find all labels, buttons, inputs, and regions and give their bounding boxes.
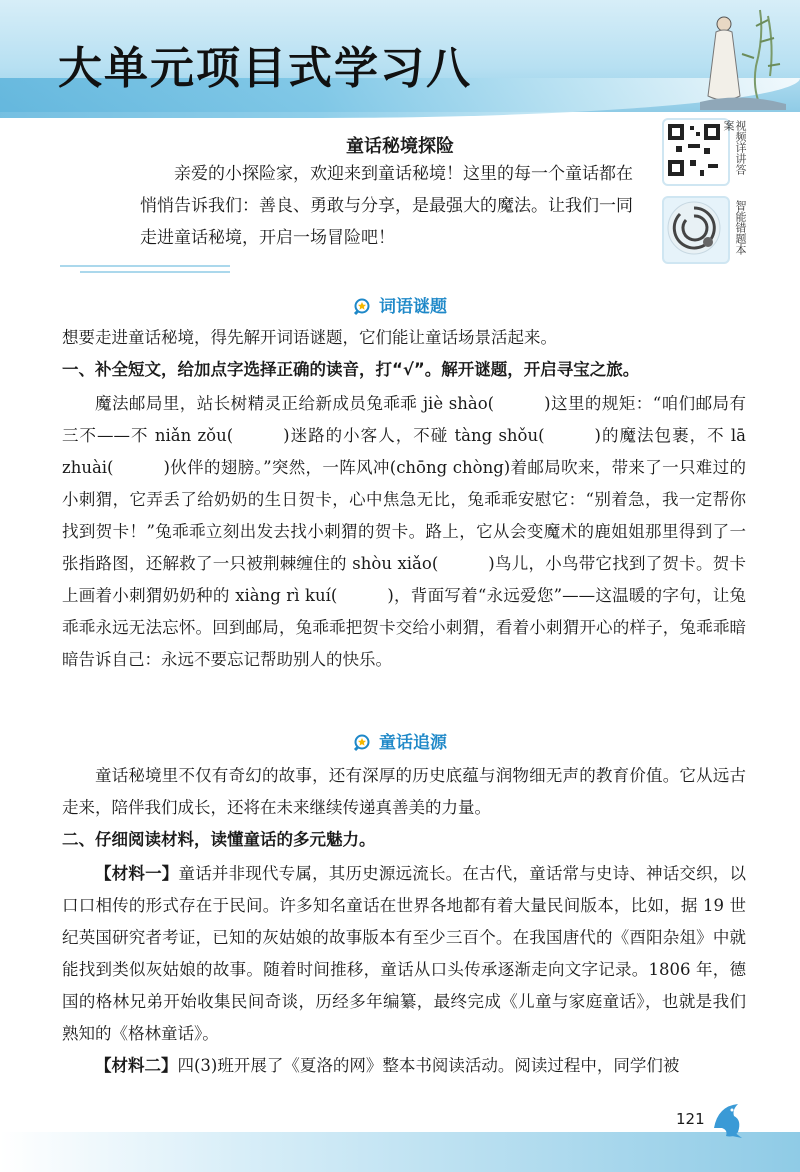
question-2: 二、仔细阅读材料，读懂童话的多元魅力。 xyxy=(62,830,376,849)
magnifier-icon xyxy=(353,297,375,317)
intro-title: 童话秘境探险 xyxy=(346,136,454,157)
material-2-text: 四(3)班开展了《夏洛的网》整本书阅读活动。阅读过程中，同学们被 xyxy=(177,1056,680,1075)
section1-lead: 想要走进童话秘境，得先解开词语谜题，它们能让童话场景活起来。 xyxy=(62,328,557,347)
dolphin-icon xyxy=(708,1098,748,1140)
qr-label-errors: 智能错题本 xyxy=(734,200,747,255)
passage-segment: )伙伴的翅膀。”突然，一阵风冲(chōng chòng)着邮局吹来，带来了一只难过的小刺猬，它弄丢了给奶奶的生日贺卡，心中焦急无比，兔乖乖安慰它：“别着急，我一定帮你找到贺卡！”兔乖乖立刻出发去找小刺猬的贺卡。路上，它从会变魔术的鹿姐姐那里得到了一张指路图，还解救了一只被荆棘缠住的 shòu xiǎo( xyxy=(62,458,746,573)
section2-heading xyxy=(0,728,800,753)
material-2-tag: 【材料二】 xyxy=(95,1056,178,1075)
qr-label-video: 视频详讲答案 xyxy=(722,120,747,175)
unit-title: 大单元项目式学习八 xyxy=(58,43,472,94)
passage-segment: )，背面写着“永远爱您”——这温暖的字句，让兔乖乖永远无法忘怀。回到邮局，兔乖乖把贺卡交给小刺猬，看着小刺猬开心的样子，兔乖乖暗暗告诉自己：永远不要忘记帮助别人的快乐。 xyxy=(62,586,746,669)
swirl-logo-icon xyxy=(664,198,724,258)
intro-text: 亲爱的小探险家，欢迎来到童话秘境！这里的每一个童话都在悄悄告诉我们：善良、勇敢与分享，是最强大的魔法。让我们一同走进童话秘境，开启一场冒险吧！ xyxy=(140,164,633,248)
qr-code-errors[interactable] xyxy=(662,196,730,264)
material-2 xyxy=(62,1050,746,1082)
material-1-tag: 【材料一】 xyxy=(95,864,179,883)
scholar-illustration xyxy=(690,6,790,110)
question-1: 一、补全短文，给加点字选择正确的读音，打“√”。解开谜题，开启寻宝之旅。 xyxy=(62,360,640,379)
passage-segment: 魔法邮局里，站长树精灵正给新成员兔乖乖 jiè shào( xyxy=(95,394,495,413)
section2-heading-text: 童话追源 xyxy=(379,733,447,753)
material-1-text: 童话并非现代专属，其历史源远流长。在古代，童话常与史诗、神话交织，以口口相传的形式存在于民间。许多知名童话在世界各地都有着大量民间版本，比如，据 19 世纪英国研究者考证，已知的灰姑娘的故事版本有至少三百个。在我国唐代的《酉阳杂俎》中就能找到类似灰姑娘的故事。随着时间推移，童话从口头传承逐渐走向文字记录。1806 年，德国的格林兄弟开始收集民间奇谈，历经多年编纂，最终完成《儿童与家庭童话》，也就是我们熟知的《格林童话》。 xyxy=(62,864,747,1043)
magnifier-icon xyxy=(353,733,375,753)
decorative-lines xyxy=(60,262,230,276)
section1-heading xyxy=(0,292,800,317)
section2-lead: 童话秘境里不仅有奇幻的故事，还有深厚的历史底蕴与润物细无声的教育价值。它从远古走来，陪伴我们成长，还将在未来继续传递真善美的力量。 xyxy=(62,766,746,817)
passage-segment: )这里的规矩：“咱们邮局有三不——不 niǎn zǒu( xyxy=(62,394,746,445)
section1-heading-text: 词语谜题 xyxy=(379,297,447,317)
passage-1 xyxy=(62,388,746,676)
passage-segment: )迷路的小客人，不碰 tàng shǒu( xyxy=(283,426,545,445)
material-1 xyxy=(62,858,746,1050)
footer-band xyxy=(0,1132,800,1172)
passage-segment: )的魔法包裹，不 lā zhuài( xyxy=(62,426,746,477)
passage-segment: )鸟儿，小鸟带它找到了贺卡。贺卡上画着小刺猬奶奶种的 xiàng rì kuí( xyxy=(62,554,747,605)
page-number: 121 xyxy=(676,1110,705,1128)
